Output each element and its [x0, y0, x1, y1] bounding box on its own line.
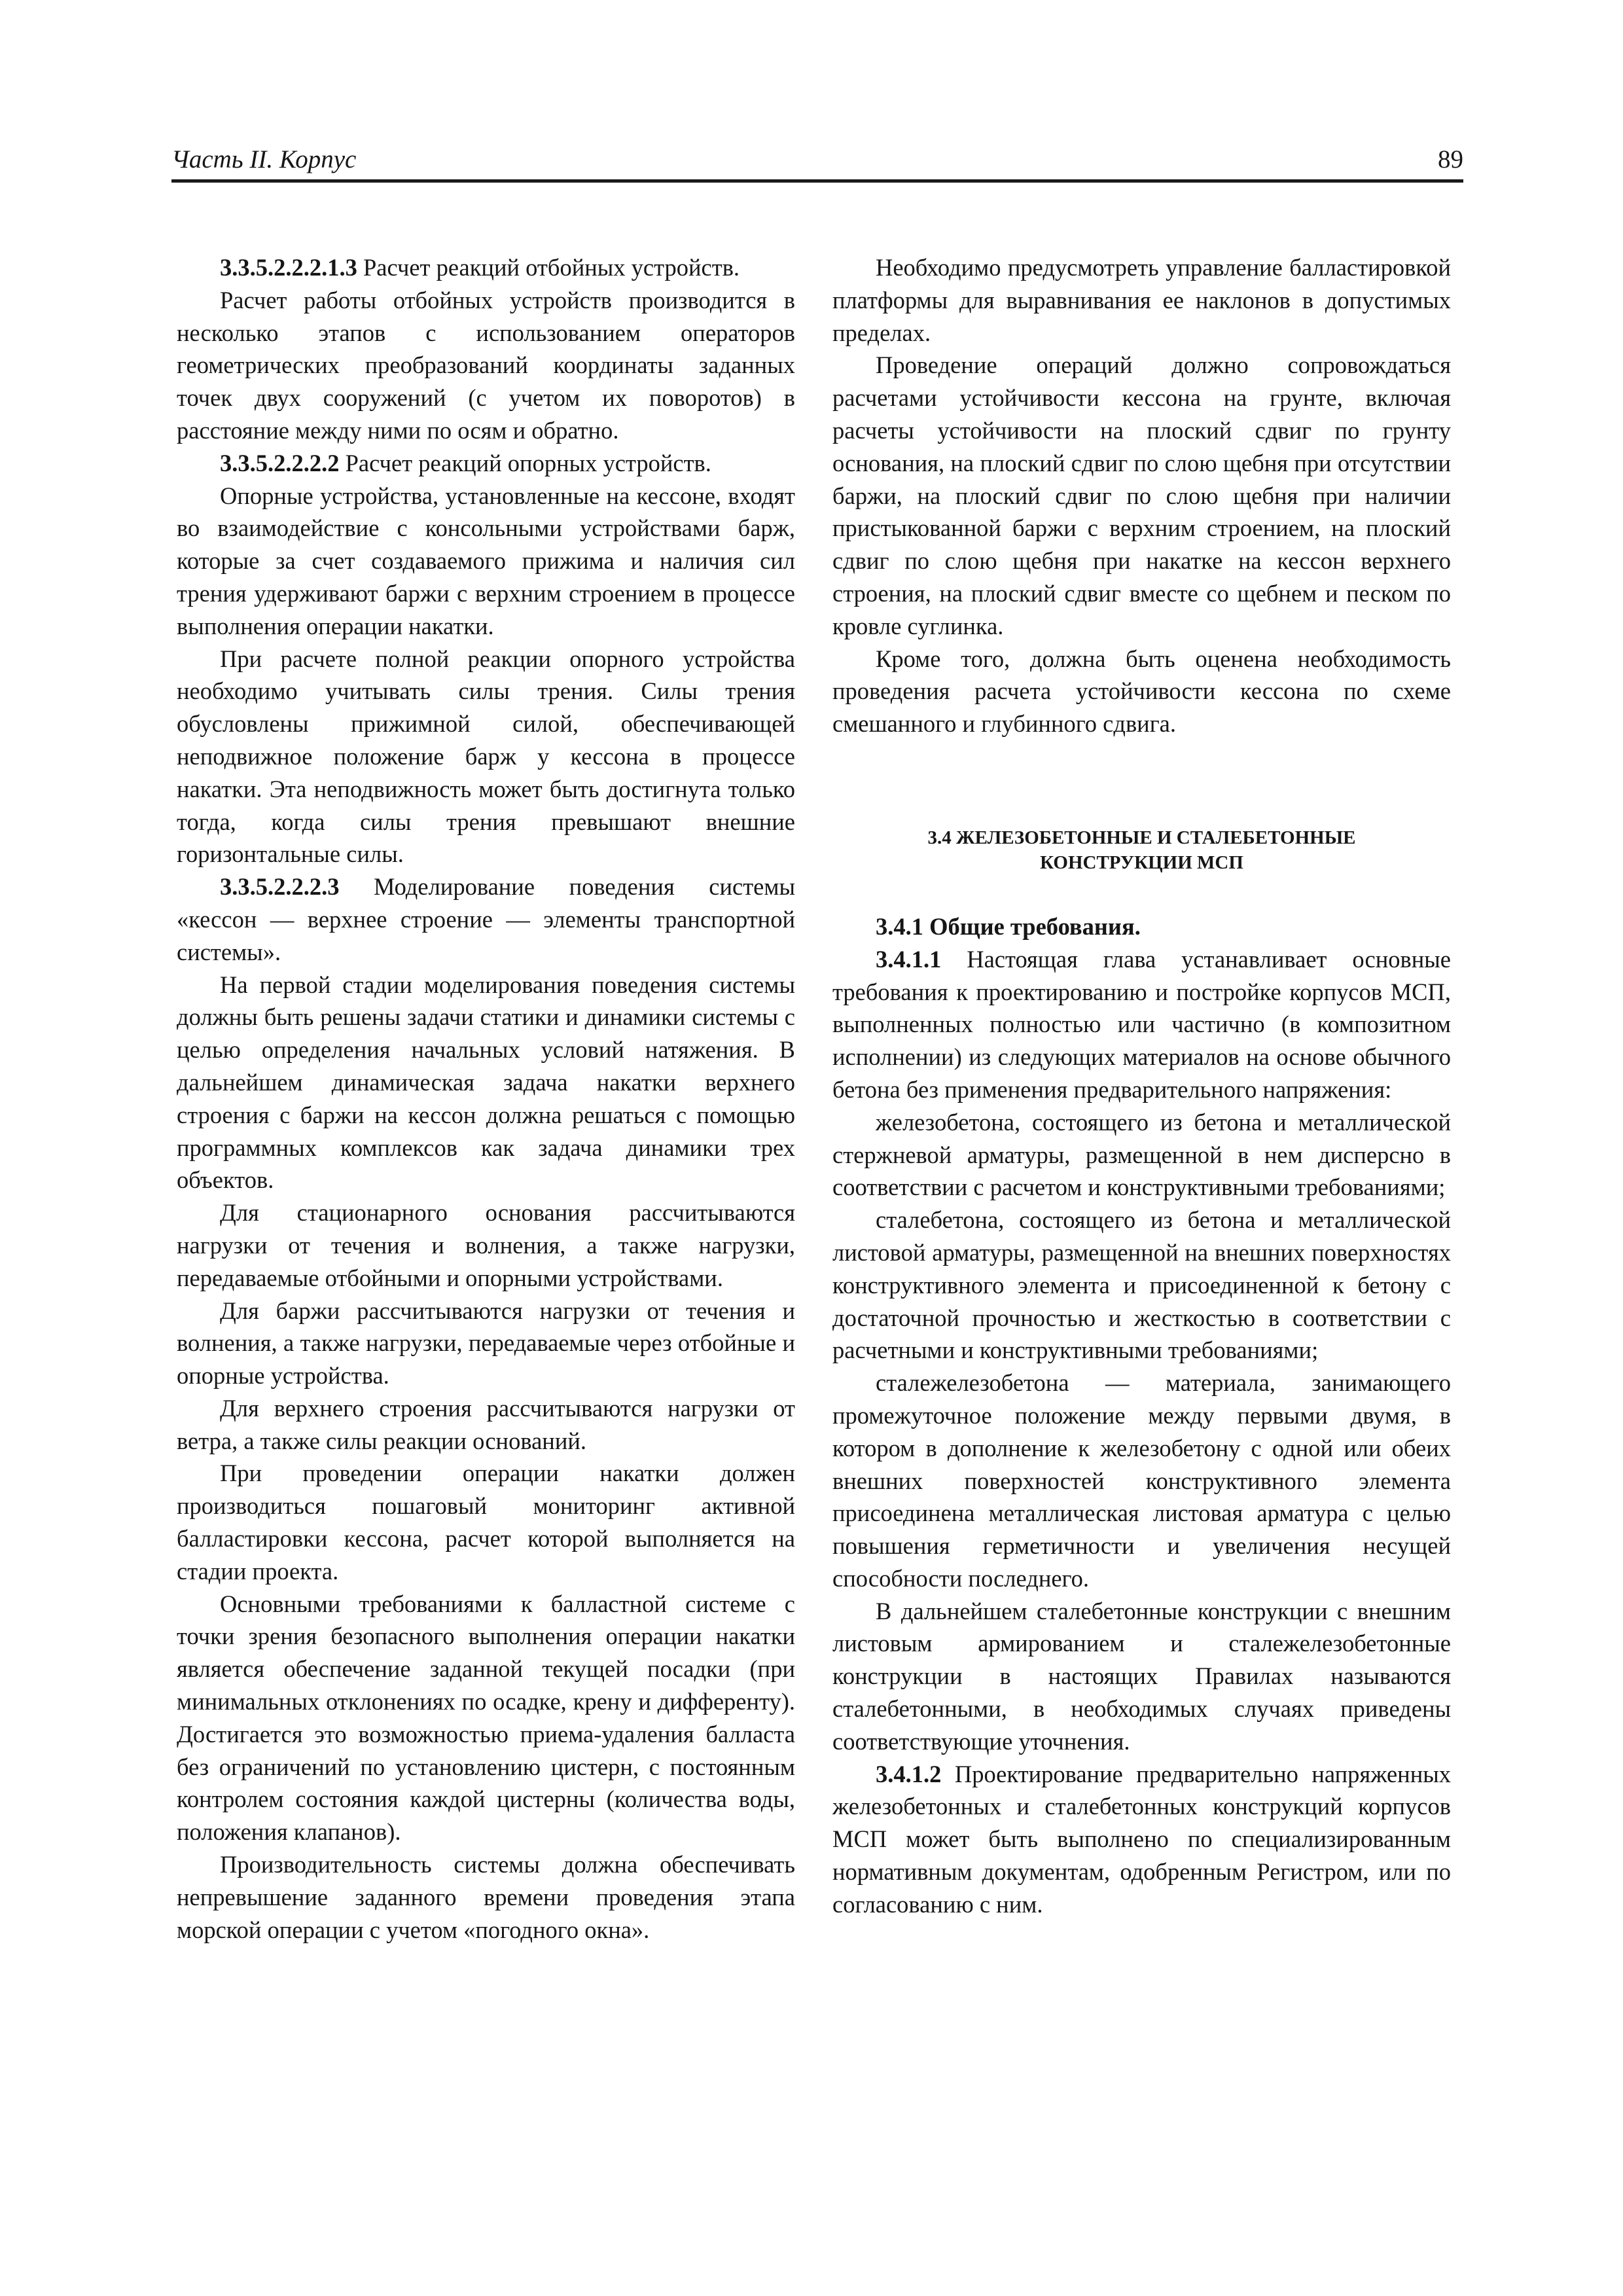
paragraph: сталежелезобетона — материала, занимающего промежуточное положение между первыми двумя, в котором в дополнение к железобетону с одной или обеих внешних поверхностей конструктивного элемента присоединена металлическая листовая арматура с целью повышения герметичности и увеличения несущей способности последнего. — [832, 1369, 1451, 1592]
section-title — [832, 825, 1451, 875]
paragraph: Производительность системы должна обеспечивать непревышение заданного времени проведения этапа морской операции с учетом «погодного окна». — [177, 1851, 795, 1943]
page-number: 89 — [1438, 145, 1463, 173]
paragraph: сталебетона, состоящего из бетона и металлической листовой арматуры, размещенной на внешних поверхностях конструктивного элемента и присоединенной к бетону с достаточной прочностью и жесткостью в соответствии с расчетными и конструктивными требованиями; — [832, 1206, 1451, 1364]
subsection-title: 3.4.1 Общие требования. — [876, 912, 1141, 940]
paragraph: 3.3.5.2.2.2.3 Моделирование поведения системы «кессон — верхнее строение — элементы транспортной системы». — [177, 873, 795, 965]
section-title-line: 3.4 ЖЕЛЕЗОБЕТОННЫЕ И СТАЛЕБЕТОННЫЕ — [927, 827, 1356, 848]
paragraph: Кроме того, должна быть оценена необходимость проведения расчета устойчивости кессона по схеме смешанного и глубинного сдвига. — [832, 645, 1451, 738]
right-column — [832, 251, 1451, 1921]
paragraph: железобетона, состоящего из бетона и металлической стержневой арматуры, размещенной в нем дисперсно в соответствии с расчетом и конструктивными требованиями; — [832, 1108, 1451, 1201]
part-title: Часть II. Корпус — [171, 145, 357, 173]
paragraph: Основными требованиями к балластной системе с точки зрения безопасного выполнения операции накатки является обеспечение заданной текущей посадки (при минимальных отклонениях по осадке, крену и дифференту). Достигается это возможностью приема-удаления балласта без ограничений по установлению цистерн, с постоянным контролем состояния каждой цистерны (количества воды, положения клапанов). — [177, 1590, 795, 1846]
paragraph: Для стационарного основания рассчитываются нагрузки от течения и волнения, а также нагрузки, передаваемые отбойными и опорными устройствами. — [177, 1199, 795, 1291]
paragraph: Опорные устройства, установленные на кессоне, входят во взаимодействие с консольными устройствами барж, которые за счет создаваемого прижима и наличия сил трения удерживают баржи с верхним строением в процессе выполнения операции накатки. — [177, 482, 795, 639]
paragraph: Необходимо предусмотреть управление балластировкой платформы для выравнивания ее наклонов в допустимых пределах. — [832, 254, 1451, 346]
left-column — [177, 251, 795, 1946]
running-header — [171, 143, 1463, 183]
paragraph: Расчет работы отбойных устройств производится в несколько этапов с использованием операторов геометрических преобразований координаты заданных точек двух сооружений (с учетом их поворотов) в расстояние между ними по осям и обратно. — [177, 286, 795, 444]
paragraph: При проведении операции накатки должен производиться пошаговый мониторинг активной балластировки кессона, расчет которой выполняется на стадии проекта. — [177, 1460, 795, 1585]
paragraph: 3.4.1.2 Проектирование предварительно напряженных железобетонных и сталебетонных конструкций корпусов МСП может быть выполнено по специализированным нормативным документам, одобренным Регистром, или по согласованию с ним. — [832, 1760, 1451, 1918]
paragraph: 3.3.5.2.2.2.2 Расчет реакций опорных устройств. — [220, 449, 711, 476]
paragraph: Для баржи рассчитываются нагрузки от течения и волнения, а также нагрузки, передаваемые через отбойные и опорные устройства. — [177, 1297, 795, 1390]
paragraph: На первой стадии моделирования поведения системы должны быть решены задачи статики и динамики системы с целью определения начальных условий натяжения. В дальнейшем динамическая задача накатки верхнего строения с баржи на кессон должна решаться с помощью программных комплексов как задача динамики трех объектов. — [177, 971, 795, 1194]
paragraph: При расчете полной реакции опорного устройства необходимо учитывать силы трения. Силы трения обусловлены прижимной силой, обеспечивающей неподвижное положение барж у кессона в процессе накатки. Эта неподвижность может быть достигнута только тогда, когда силы трения превышают внешние горизонтальные силы. — [177, 645, 795, 868]
paragraph: В дальнейшем сталебетонные конструкции с внешним листовым армированием и сталежелезобетонные конструкции в настоящих Правилах называются сталебетонными, в необходимых случаях приведены соответствующие уточнения. — [832, 1597, 1451, 1755]
paragraph: Проведение операций должно сопровождаться расчетами устойчивости кессона на грунте, включая расчеты устойчивости на плоский сдвиг по грунту основания, на плоский сдвиг по слою щебня при отсутствии баржи, на плоский сдвиг по слою щебня при наличии пристыкованной баржи с верхним строением, на плоский сдвиг по слою щебня при накатке на кессон верхнего строения, на плоский сдвиг вместе со щебнем и песком по кровле суглинка. — [832, 351, 1451, 639]
paragraph: 3.3.5.2.2.2.1.3 Расчет реакций отбойных устройств. — [220, 254, 740, 281]
paragraph: 3.4.1.1 Настоящая глава устанавливает основные требования к проектированию и постройке корпусов МСП, выполненных полностью или частично (в композитном исполнении) из следующих материалов на основе обычного бетона без применения предварительного напряжения: — [832, 945, 1451, 1103]
section-title-line: КОНСТРУКЦИИ МСП — [1040, 852, 1243, 873]
paragraph: Для верхнего строения рассчитываются нагрузки от ветра, а также силы реакции оснований. — [177, 1394, 795, 1454]
